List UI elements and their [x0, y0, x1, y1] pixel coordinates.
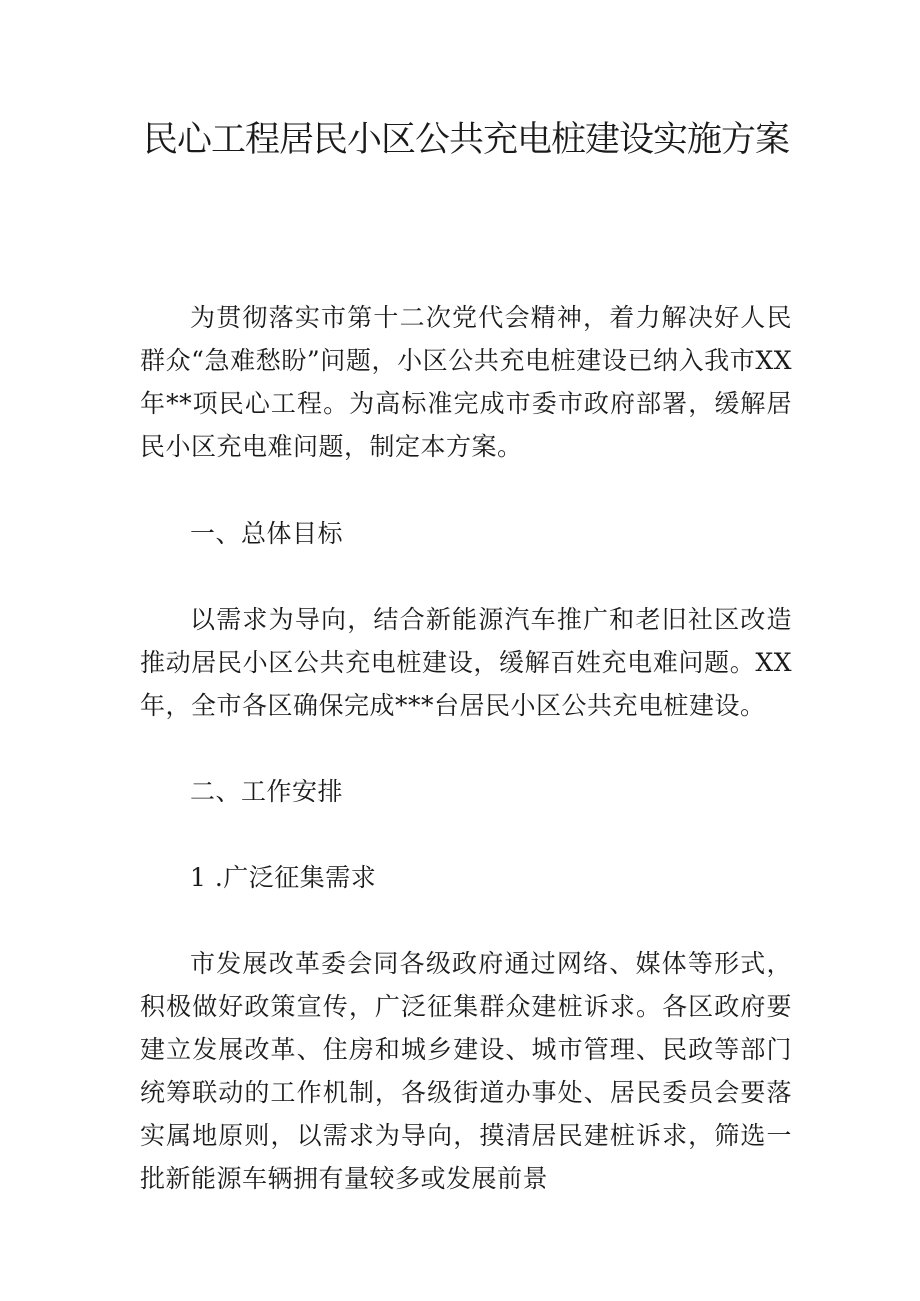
section-1-paragraph: 以需求为导向，结合新能源汽车推广和老旧社区改造推动居民小区公共充电桩建设，缓解百姓充电难问题。XX年，全市各区确保完成***台居民小区公共充电桩建设。 [140, 605, 792, 720]
subsection-1-heading: 1 .广泛征集需求 [190, 863, 377, 892]
document-title: 民心工程居民小区公共充电桩建设实施方案 [142, 120, 789, 160]
section-2-heading: 二、工作安排 [190, 777, 344, 806]
subsection-1-paragraph: 市发展改革委会同各级政府通过网络、媒体等形式，积极做好政策宣传，广泛征集群众建桩诉求。各区政府要建立发展改革、住房和城乡建设、城市管理、民政等部门统筹联动的工作机制，各级街道办事处、居民委员会要落实属地原则，以需求为导向，摸清居民建桩诉求，筛选一批新能源车辆拥有量较多或发展前景 [140, 949, 792, 1193]
intro-paragraph: 为贯彻落实市第十二次党代会精神，着力解决好人民群众“急难愁盼”问题，小区公共充电桩建设已纳入我市XX年**项民心工程。为高标准完成市委市政府部署，缓解居民小区充电难问题，制定本方案。 [140, 303, 792, 461]
section-1-heading: 一、总体目标 [190, 519, 344, 548]
